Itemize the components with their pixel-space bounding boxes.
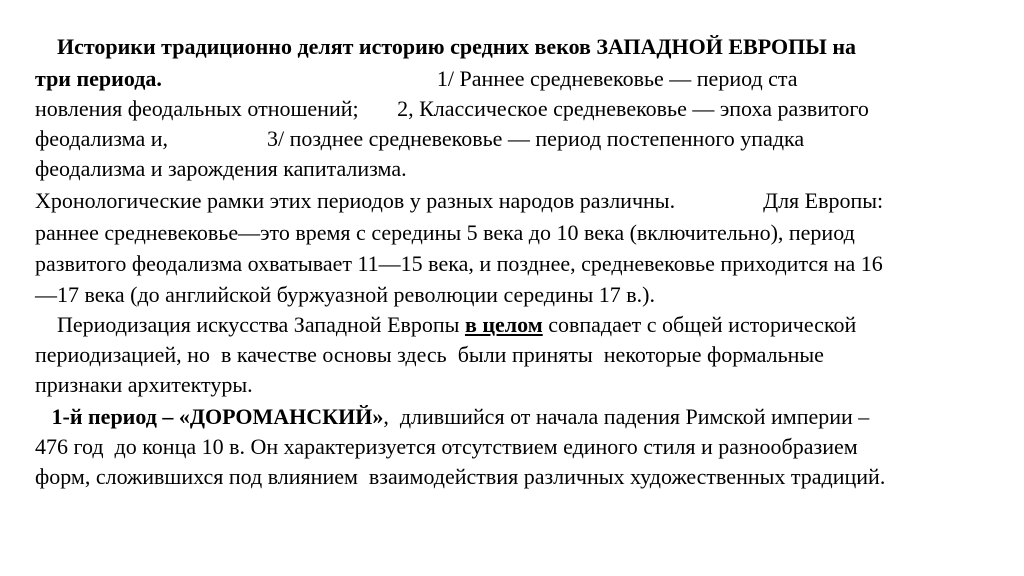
text-line-15 [13, 438, 885, 516]
heading-text: Историки традиционно делят историю средних веков ЗАПАДНОЙ ЕВРОПЫ на [35, 34, 857, 59]
period-3-text: феодализма и, 3/ позднее средневековье — период постепенного упадка [35, 126, 805, 151]
paragraph-text: —17 века (до английской буржуазной революции середины 17 в.). [35, 282, 655, 307]
period-1-text: 1/ Раннее средневековье — период ста [161, 66, 798, 91]
paragraph-text: признаки архитектуры. [35, 372, 253, 397]
paragraph-text: развитого феодализма охватывает 11—15 века, и позднее, средневековье приходится на 16 [35, 251, 883, 276]
paragraph-text: 476 год до конца 10 в. Он характеризуется отсутствием единого стиля и разнообразием [35, 434, 858, 459]
paragraph-text: периодизацией, но в качестве основы здесь были приняты некоторые формальные [35, 342, 824, 367]
period-2-text: новления феодальных отношений; 2, Классическое средневековье — эпоха развитого [35, 96, 869, 121]
three-periods-label: три периода. [35, 66, 162, 91]
paragraph-text: феодализма и зарождения капитализма. [35, 156, 407, 181]
paragraph-text: Хронологические рамки этих периодов у разных народов различны. Для Европы: [35, 188, 884, 213]
paragraph-text: форм, сложившихся под влиянием взаимодействия различных художественных традиций. [35, 464, 886, 489]
paragraph-text: Периодизация искусства Западной Европы [35, 312, 465, 337]
paragraph-text: раннее средневековье—это время с середины 5 века до 10 века (включительно), период [35, 220, 855, 245]
period-1-title: 1-й период – «ДОРОМАНСКИЙ» [35, 404, 384, 429]
paragraph-text: совпадает с общей исторической [542, 312, 857, 337]
paragraph-text: , длившийся от начала падения Римской империи – [383, 404, 870, 429]
emphasis-in-general: в целом [464, 312, 543, 337]
